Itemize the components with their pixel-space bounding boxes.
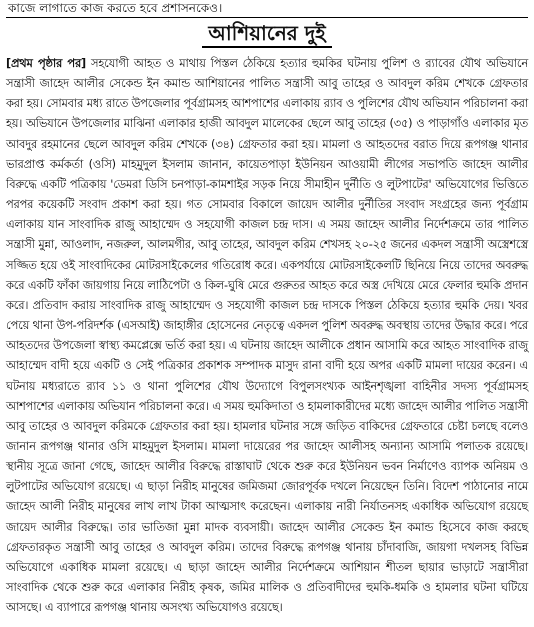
continued-from-label: [প্রথম পৃষ্ঠার পর] [6, 57, 87, 70]
article-paragraph [6, 54, 528, 618]
article-headline: আশিয়ানের দুই [202, 20, 331, 48]
top-divider [6, 17, 528, 18]
article-body [6, 54, 528, 618]
previous-article-line: কাজে লাগাতে কাজ করতে হবে প্রশাসনকেও। [8, 1, 223, 15]
headline-container [6, 20, 528, 50]
article-body-text: সহযোগী আহত ও মাথায় পিস্তল ঠেকিয়ে হত্যার হুমকির ঘটনায় পুলিশ ও র‌্যাবের যৌথ অভিযানে সন্ত্রাসী জাহেদ আলীর সেকেন্ড ইন কমান্ড আশিয়ানের পালিত সন্ত্রাসী আবু তাহের ও আবদুল করিম শেখকে গ্রেফতার করা হয়। সোমবার মধ্য রাতে উপজেলার পূর্বগ্রামসহ আশপাশের এলাকায় র‌্যাব ও পুলিশের যৌথ অভিযান পরিচালনা করা হয়। অভিযানে উপজেলার মাঝিনা এলাকার হাজী আবদুল মালেকের ছেলে আবু তাহের (৩৫) ও পাড়াগাঁও এলাকার মৃত আবদুর রহমানের ছেলে আবদুল করিম শেখকে (৩৪) গ্রেফতার করা হয়। মামলা ও আহতদের বরাত দিয়ে রূপগঞ্জ থানার ভারপ্রাপ্ত কর্মকর্তা (ওসি) মাহমুদুল ইসলাম জানান, কায়েতপাড়া ইউনিয়ন আওয়ামী লীগের সভাপতি জাহেদ আলীর বিরুদ্ধে একটি পত্রিকায় 'ডেমরা ডিসি চনপাড়া-কামশাইর সড়ক নিয়ে সীমাহীন দুর্নীতি ও লুটপাটের' অভিযোগের ভিত্তিতে পরপর কয়েকটি সংবাদ প্রকাশ করা হয়। গত সোমবার বিকালে জায়েদ আলীর দুর্নীতির সংবাদ সংগ্রহের জন্য পূর্বগ্রাম এলাকায় যান সাংবাদিক রাজু আহাম্মেদ ও সহযোগী কাজল চন্দ্র দাস। এ সময় জাহেদ আলীর নির্দেশক্রমে তার পালিত সন্ত্রাসী মুন্না, আওলাদ, নজরুল, আলমগীর, আবু তাহের, আবদুল করিম শেখসহ ২০-২৫ জনের একদল সন্ত্রাসী অস্ত্রেশস্ত্রে সজ্জিত হয়ে ওই সাংবাদিকের মোটরসাইকেলের গতিরোধ করে। একপর্যায়ে মোটরসাইকেলটি ছিনিয়ে নিয়ে তাদের অবরুদ্ধ করে একটি ফাঁকা জায়গায় নিয়ে লাঠিপেটা ও কিল-ঘুষি মেরে গুরুতর আহত করে অস্ত্র দেখিয়ে মেরে ফেলার হুমকি প্রদান করে। প্রতিবাদ করায় সাংবাদিক রাজু আহাম্মেদ ও সহযোগী কাজল চন্দ্র দাসকে পিস্তল ঠেকিয়ে হত্যার হুমকি দেয়। খবর পেয়ে থানা উপ-পরিদর্শক (এসআই) জাহাঙ্গীর হোসেনের নেতৃত্বে একদল পুলিশ অবরুদ্ধ অবস্থায় তাদের উদ্ধার করে। পরে আহতদের উপজেলা স্বাস্থ্য কমপ্লেক্সে ভর্তি করা হয়। এ ঘটনায় জাহেদ আলীকে প্রধান আসামি করে আহত সাংবাদিক রাজু আহাম্মেদ বাদী হয়ে একটি ও সেই পত্রিকার প্রকাশক সম্পাদক মাসুদ রানা বাদী হয়ে অপর একটি মামলা দায়ের করেন। এ ঘটনায় মধ্যরাতে র‌্যাব ১১ ও থানা পুলিশের যৌথ উদ্যোগে বিপুলসংখ্যক আইনশৃঙ্খলা বাহিনীর সদস্য পূর্বগ্রামসহ আশপাশের এলাকায় অভিযান পরিচালনা করে। এ সময় হুমকিদাতা ও হামলাকারীদের মধ্যে জাহেদ আলীর পালিত সন্ত্রাসী আবু তাহের ও আবদুল করিমকে গ্রেফতার করা হয়। হামলার ঘটনার সঙ্গে জড়িত বাকিদের গ্রেফতারে চেষ্টা চলছে বলেও জানান রূপগঞ্জ থানার ওসি মাহমুদুল ইসলাম। মামলা দায়েরের পর জাহেদ আলীসহ অন্যান্য আসামি পলাতক রয়েছে। স্থানীয় সূত্রে জানা গেছে, জাহেদ আলীর বিরুদ্ধে রাস্তাঘাট থেকে শুরু করে ইউনিয়ন ভবন নির্মাণেও ব্যাপক অনিয়ম ও লুটপাটের অভিযোগ রয়েছে। এ ছাড়া নিরীহ মানুষের জমিজমা জোরপূর্বক দখলে নিয়েছেন তিনি। বিদেশ পাঠানোর নামে জাহেদ আলী নিরীহ মানুষের লাখ লাখ টাকা আত্মসাৎ করেছেন। এলাকায় নারী নির্যাতনসহ একাধিক অভিযোগ রয়েছে জায়েদ আলীর বিরুদ্ধে। তার ভাতিজা মুন্না মাদক ব্যবসায়ী। জাহেদ আলীর সেকেন্ড ইন কমান্ড হিসেবে কাজ করছে গ্রেফতারকৃত সন্ত্রাসী আবু তাহের ও আবদুল করিম। তাদের বিরুদ্ধে রূপগঞ্জ থানায় চাঁদাবাজি, জায়গা দখলসহ বিভিন্ন অভিযোগে একাধিক মামলা রয়েছে। এ ছাড়া জাহেদ আলীর নির্দেশক্রমে আশিয়ান শীতল ছায়ার ভাড়াটে সন্ত্রাসীরা সাংবাদিক থেকে শুরু করে এলাকার নিরীহ কৃষক, জমির মালিক ও প্রতিবাদীদের হুমকি-ধমকি ও হামলার ঘটনা ঘটিয়ে আসছে। এ ব্যাপারে রূপগঞ্জ থানায় অসংখ্য অভিযোগও রয়েছে। [6, 57, 528, 615]
